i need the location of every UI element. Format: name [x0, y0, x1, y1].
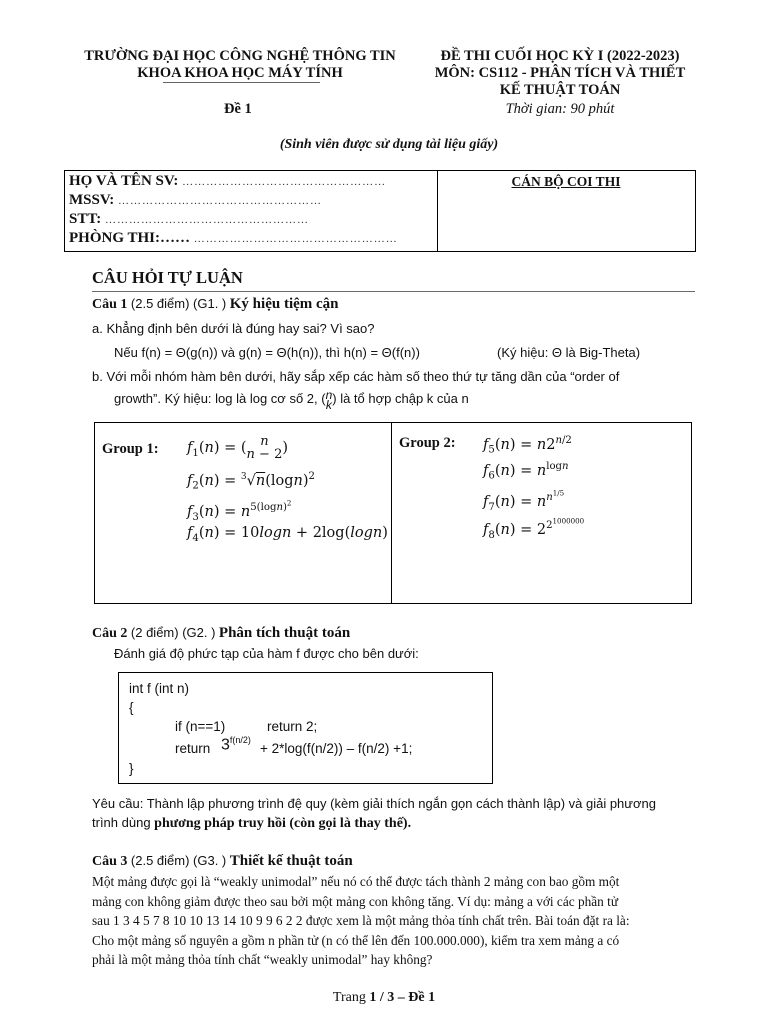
code-line-1: int f (int n): [129, 681, 190, 696]
id-label: MSSV:: [69, 192, 115, 208]
code-line-5: }: [129, 761, 134, 776]
code-power-expr: $3^{f(n/2)}$: [221, 735, 251, 754]
room-row: [69, 230, 398, 247]
group2-label: Group 2:: [399, 435, 456, 451]
subject-line-1: MÔN: CS112 - PHÂN TÍCH VÀ THIẾT: [434, 65, 686, 81]
f6-formula: $f_6(n) = n^{logn}$: [483, 461, 569, 482]
stt-dots[interactable]: ……………………………………………: [104, 214, 309, 226]
exam-duration: Thời gian: 90 phút: [505, 101, 615, 117]
exam-code: Đề 1: [224, 101, 252, 117]
q1b-text-2a: growth”. Ký hiệu: log là log cơ số 2, (: [114, 391, 326, 406]
group1-label: Group 1:: [102, 441, 159, 457]
function-groups-box: [94, 422, 692, 604]
f4-formula: $f_4(n) = 10\log n + 2\log(\log n)$: [187, 525, 388, 544]
page-footer: [0, 990, 768, 1006]
q2-req-2b: phương pháp truy hồi (còn gọi là thay thế).: [154, 816, 412, 831]
code-line-3a: if (n==1): [175, 719, 226, 734]
faculty-name: KHOA KHOA HỌC MÁY TÍNH: [137, 65, 343, 81]
q1b-text-2b: ) là tổ hợp chập k của n: [332, 391, 469, 406]
q1a-text: a. Khẳng định bên dưới là đúng hay sai? Vì sao?: [92, 321, 375, 336]
q3-heading: [92, 853, 353, 870]
code-line-3b: return 2;: [267, 719, 318, 734]
q3-points: (2.5 điểm) (G3. ): [130, 853, 227, 868]
exam-note: (Sinh viên được sử dụng tài liệu giấy): [279, 137, 499, 152]
exam-title: ĐỀ THI CUỐI HỌC KỲ I (2022-2023): [440, 48, 680, 64]
q3-line-3: sau 1 3 4 5 7 8 10 10 13 14 10 9 9 6 2 2 được xem là một mảng thỏa tính chất trên. Bài toán đặt ra là:: [92, 913, 630, 928]
school-name: TRƯỜNG ĐẠI HỌC CÔNG NGHỆ THÔNG TIN: [84, 48, 396, 64]
f3-formula: $f_3(n) = n^{5(logn)^2}$: [187, 499, 292, 524]
proctor-label: CÁN BỘ COI THI: [511, 174, 621, 189]
f5-formula: $f_5(n) = n2^{n/2}$: [483, 435, 572, 456]
section-rule: [92, 291, 695, 292]
q1a-note: (Ký hiệu: Θ là Big-Theta): [497, 345, 641, 360]
code-line-4a: return: [175, 741, 211, 756]
q3-line-4: Cho một mảng số nguyên a gồm n phần tử (n có thể lên đến 100.000.000), kiểm tra xem mảng a có: [92, 932, 620, 948]
code-line-4b: + 2*log(f(n/2)) – f(n/2) +1;: [260, 741, 413, 756]
q2-heading: [92, 625, 350, 642]
f8-formula: $f_8(n) = 2^{2^{1000000}}$: [483, 517, 585, 542]
q2-topic: Phân tích thuật toán: [218, 625, 351, 641]
q1-points: (2.5 điểm) (G1. ): [130, 296, 227, 311]
code-line-2: {: [129, 700, 134, 715]
faculty-underline: [163, 82, 320, 83]
q2-points: (2 điểm) (G2. ): [130, 625, 216, 640]
q2-label: Câu 2: [92, 626, 128, 641]
stt-label: STT:: [69, 211, 102, 227]
q3-line-5: phải là một mảng thỏa tính chất “weakly unimodal” hay không?: [92, 952, 433, 967]
q1a-math: Nếu f(n) = Θ(g(n)) và g(n) = Θ(h(n)), thì h(n) = Θ(f(n)): [114, 345, 420, 360]
q1-topic: Ký hiệu tiệm cận: [229, 296, 339, 312]
footer-prefix: Trang: [332, 990, 366, 1005]
name-label: HỌ VÀ TÊN SV:: [69, 173, 179, 189]
student-fields: [65, 171, 438, 251]
proctor-cell: [437, 171, 695, 251]
q1b-text-2: [114, 388, 469, 410]
q2-req-1: Yêu cầu: Thành lập phương trình đệ quy (kèm giải thích ngắn gọn cách thành lập) và giải phương: [92, 796, 656, 811]
code-box: [118, 672, 493, 784]
q2-req-2: [92, 815, 411, 832]
f1-formula: $f_1(n)$ = ( n n − 2): [187, 434, 289, 462]
room-label: PHÒNG THI:……: [69, 230, 190, 246]
q3-line-2: mảng con không giảm được theo sau bởi một mảng con không tăng. Ví dụ: mảng a với các phần tử: [92, 893, 619, 909]
room-dots[interactable]: ……………………………………………: [193, 233, 398, 245]
q3-topic: Thiết kế thuật toán: [229, 853, 353, 869]
group-divider: [391, 423, 392, 603]
section-title: CÂU HỎI TỰ LUẬN: [92, 268, 243, 287]
q1-heading: [92, 296, 339, 313]
f2-formula: $f_2(n) = ^3√n(\log n)^2$: [187, 471, 315, 492]
student-info-box: [64, 170, 696, 252]
id-dots[interactable]: ……………………………………………: [118, 195, 323, 207]
binomial-symbol: n k: [325, 387, 333, 412]
q3-label: Câu 3: [92, 854, 128, 869]
q1b-text: b. Với mỗi nhóm hàm bên dưới, hãy sắp xếp các hàm số theo thứ tự tăng dần của “order of: [92, 369, 620, 384]
id-row: [69, 192, 322, 209]
footer-page-number: 1 / 3 – Đề 1: [369, 990, 436, 1005]
q2-req-2a: trình dùng: [92, 815, 151, 830]
q3-body: [92, 872, 696, 970]
q3-line-1: Một mảng được gọi là “weakly unimodal” nếu nó có thể được tách thành 2 mảng con bao gồm một: [92, 874, 620, 889]
subject-line-2: KẾ THUẬT TOÁN: [499, 82, 621, 98]
q1-label: Câu 1: [92, 297, 128, 312]
stt-row: [69, 211, 309, 228]
q2-intro: Đánh giá độ phức tạp của hàm f được cho bên dưới:: [114, 646, 419, 661]
name-row: [69, 173, 386, 190]
name-dots[interactable]: ……………………………………………: [182, 176, 387, 188]
f7-formula: $f_7(n) = n^{n^{1/5}}$: [483, 489, 565, 514]
